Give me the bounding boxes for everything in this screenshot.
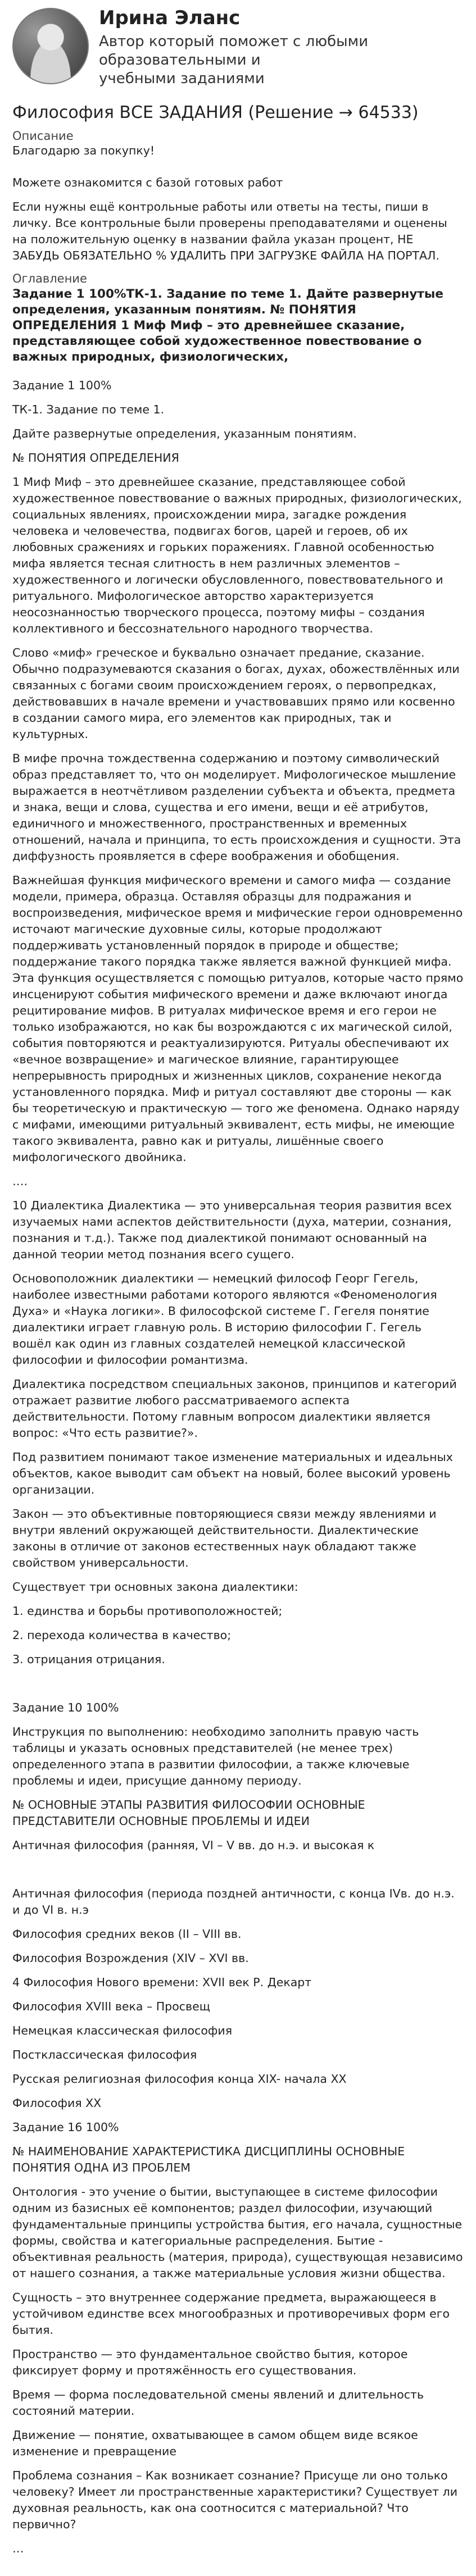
content-paragraph: Философия XX: [12, 2096, 102, 2110]
content-paragraph: Философия XVIII века – Просвещ: [12, 2000, 211, 2013]
content-paragraph: Онтология - это учение о бытии, выступающее в системе философии одним из базисных её компонентов; раздел философии, изучающий фундаментальные принципы устройства бытия, его начала, сущностные формы, свойства и категориальные распределения. Бытие - объективная реальность (материя, природа), существующая независимо от нашего сознания, а также материальные условия жизни общества.: [12, 2185, 463, 2280]
author-info: [99, 8, 464, 88]
content-paragraph: № НАИМЕНОВАНИЕ ХАРАКТЕРИСТИКА ДИСЦИПЛИНЫ ОСНОВНЫЕ ПОНЯТИЯ ОДНА ИЗ ПРОБЛЕМ: [12, 2145, 405, 2174]
content-paragraph: Задание 16 100%: [12, 2120, 119, 2134]
content-paragraph: Дайте развернутые определения, указанным понятиям.: [12, 427, 357, 440]
content-paragraph: 1. единства и борьбы противоположностей;: [12, 1604, 283, 1618]
author-avatar[interactable]: [12, 8, 89, 84]
author-desc-line-1: Автор который поможет с любыми образовательными и: [99, 33, 369, 69]
content-paragraph: Русская религиозная философия конца XIX- начала XX: [12, 2072, 347, 2086]
document-content: [12, 377, 464, 2557]
content-paragraph: Существует три основных закона диалектики:: [12, 1580, 298, 1594]
content-paragraph: Немецкая классическая философия: [12, 2024, 233, 2037]
content-paragraph: Проблема сознания – Как возникает сознание? Присуще ли оно только человеку? Имеет ли пространственные характеристики? Существует ли духовная реальность, как она соотносится с материальной? Что первично?: [12, 2469, 458, 2531]
author-description: [99, 33, 464, 88]
toc-label: Оглавление: [12, 272, 87, 285]
content-paragraph: Движение — понятие, охватывающее в самом общем виде всякое изменение и превращение: [12, 2428, 418, 2458]
content-paragraph: № ОСНОВНЫЕ ЭТАПЫ РАЗВИТИЯ ФИЛОСОФИИ ОСНОВНЫЕ ПРЕДСТАВИТЕЛИ ОСНОВНЫЕ ПРОБЛЕМЫ И ИДЕИ: [12, 1798, 365, 1828]
content-paragraph: Важнейшая функция мифического времени и самого мифа — создание модели, примера, образца. Оставляя образцы для подражания и воспроизведения, мифическое время и мифические герои одновременно источают магические духовные силы, которые продолжают поддерживать установленный порядок в природе и обществе; поддержание такого порядка также является важной функцией мифа. Эта функция осуществляется с помощью ритуалов, которые часто прямо инсценируют события мифического времени и даже включают иногда рецитирование мифов. В ритуалах мифическое время и его герои не только изображаются, но как бы возрождаются с их магической силой, события повторяются и реактуализируются. Ритуалы обеспечивают их «вечное возвращение» и магическое влияние, гарантирующее непрерывность природных и жизненных циклов, сохранение некогда установленного порядка. Миф и ритуал составляют две стороны — как бы теоретическую и практическую — того же феномена. Однако наряду с мифами, имеющими ритуальный эквивалент, есть мифы, не имеющие такого эквивалента, равно как и ритуалы, лишённые своего мифологического двойника.: [12, 873, 464, 1164]
content-paragraph: [12, 1676, 464, 1692]
content-paragraph: В мифе прочна тождественна содержанию и поэтому символический образ представляет то, что он моделирует. Мифологическое мышление выражается в неотчётливом разделении субъекта и объекта, предмета и знака, вещи и слова, существа и его имени, вещи и её атрибутов, единичного и множественного, пространственных и временных отношений, начала и принципа, то есть происхождения и сущности. Эта диффузность проявляется в сфере воображения и обобщения.: [12, 752, 461, 863]
content-paragraph: 4 Философия Нового времени: XVII век Р. Декарт: [12, 1976, 312, 1989]
document-title: Философия ВСЕ ЗАДАНИЯ (Решение → 64533): [12, 103, 419, 122]
thanks-text: Благодарю за покупку!: [12, 144, 155, 157]
content-paragraph: 2. перехода количества в качество;: [12, 1628, 232, 1642]
content-paragraph: Философия Возрождения (XIV – XVI вв.: [12, 1951, 249, 1965]
toc-text: Задание 1 100%ТК-1. Задание по теме 1. Дайте развернутые определения, указанным понятиям. № ПОНЯТИЯ ОПРЕДЕЛЕНИЯ 1 Миф Миф – это древнейшее сказание, представляющее собой художественное повествование о важных природных, физиологических,: [12, 287, 443, 364]
content-paragraph: 3. отрицания отрицания.: [12, 1653, 165, 1666]
content-paragraph: [12, 1862, 464, 1878]
description-label: Описание: [12, 129, 74, 143]
author-header: [12, 8, 464, 88]
content-paragraph: Основоположник диалектики — немецкий философ Георг Гегель, наиболее известными работами которого являются «Феноменология Духа» и «Наука логики». В философской системе Г. Гегеля понятие диалектики играет главную роль. В историю философии Г. Гегель вошёл как один из главных создателей немецкой классической философии и философии романтизма.: [12, 1272, 437, 1367]
author-desc-line-2: учебными заданиями: [99, 70, 265, 87]
content-paragraph: № ПОНЯТИЯ ОПРЕДЕЛЕНИЯ: [12, 451, 179, 465]
content-paragraph: ….: [12, 1175, 28, 1188]
notice-text: Если нужны ещё контрольные работы или ответы на тесты, пиши в личку. Все контрольные были проверены преподавателями и оценены на положительную оценку в названии файла указан процент, НЕ ЗАБУДЬ ОБЯЗАТЕЛЬНО % УДАЛИТЬ ПРИ ЗАГРУЗКЕ ФАЙЛА НА ПОРТАЛ.: [12, 200, 447, 262]
content-paragraph: 10 Диалектика Диалектика — это универсальная теория развития всех изучаемых нами аспектов действительности (духа, материи, сознания, познания и т.д.). Также под диалектикой понимают основанный на данной теории метод познания всего сущего.: [12, 1199, 452, 1261]
content-paragraph: Инструкция по выполнению: необходимо заполнить правую часть таблицы и указать основных представителей (не менее трех) определенного этапа в развитии философии, а также ключевые проблемы и идеи, присущие данному периоду.: [12, 1725, 419, 1787]
content-paragraph: Закон — это объективные повторяющиеся связи между явлениями и внутри явлений окружающей действительности. Диалектические законы в отличие от законов естественных наук обладают также свойством универсальности.: [12, 1507, 437, 1569]
content-paragraph: Задание 1 100%: [12, 379, 112, 392]
content-paragraph: Задание 10 100%: [12, 1701, 119, 1714]
content-paragraph: Диалектика посредством специальных законов, принципов и категорий отражает развитие любого рассматриваемого аспекта действительности. Потому главным вопросом диалектики является вопрос: «Что есть развитие?».: [12, 1377, 457, 1440]
content-paragraph: ТК-1. Задание по теме 1.: [12, 403, 165, 416]
author-name[interactable]: Ирина Эланс: [99, 7, 241, 29]
content-paragraph: Философия средних веков (II – VIII вв.: [12, 1927, 242, 1941]
recommend-text: Можете ознакомится с базой готовых работ: [12, 176, 283, 189]
content-paragraph: 1 Миф Миф – это древнейшее сказание, представляющее собой художественное повествование о важных природных, физиологических, социальных явлениях, происхождении мира, загадке рождения человека и человечества, подвигах богов, царей и героев, об их любовных сражениях и горьких поражениях. Главной особенностью мифа является тесная слитность в нем различных элементов – художественного и логически обусловленного, повествовательного и ритуального. Мифологическое авторство характеризуется неосознанностью творческого процесса, поэтому мифы – создания коллективного и бессознательного народного творчества.: [12, 475, 462, 635]
content-paragraph: Время — форма последовательной смены явлений и длительность состояний материи.: [12, 2388, 424, 2418]
content-paragraph: Под развитием понимают такое изменение материальных и идеальных объектов, какое выводит сам объект на новый, более высокий уровень организации.: [12, 1450, 453, 1496]
content-paragraph: …: [12, 2542, 24, 2555]
content-paragraph: Пространство — это фундаментальное свойство бытия, которое фиксирует форму и протяжённость его существования.: [12, 2347, 408, 2377]
content-paragraph: Античная философия (периода поздней античности, с конца IVв. до н.э. и до VI в. н.э: [12, 1887, 455, 1917]
content-paragraph: Постклассическая философия: [12, 2048, 197, 2061]
content-paragraph: Сущность – это внутреннее содержание предмета, выражающееся в устойчивом единстве всех многообразных и противоречивых форм его бытия.: [12, 2291, 450, 2337]
content-paragraph: Античная философия (ранняя, VI – V вв. до н.э. и высокая к: [12, 1838, 375, 1852]
content-paragraph: Слово «миф» греческое и буквально означает предание, сказание. Обычно подразумеваются сказания о богах, духах, обожествлённых или связанных с богами своим происхождением героях, о первопредках, действовавших в начале времени и участвовавших прямо или косвенно в создании самого мира, его элементов как природных, так и культурных.: [12, 646, 460, 741]
